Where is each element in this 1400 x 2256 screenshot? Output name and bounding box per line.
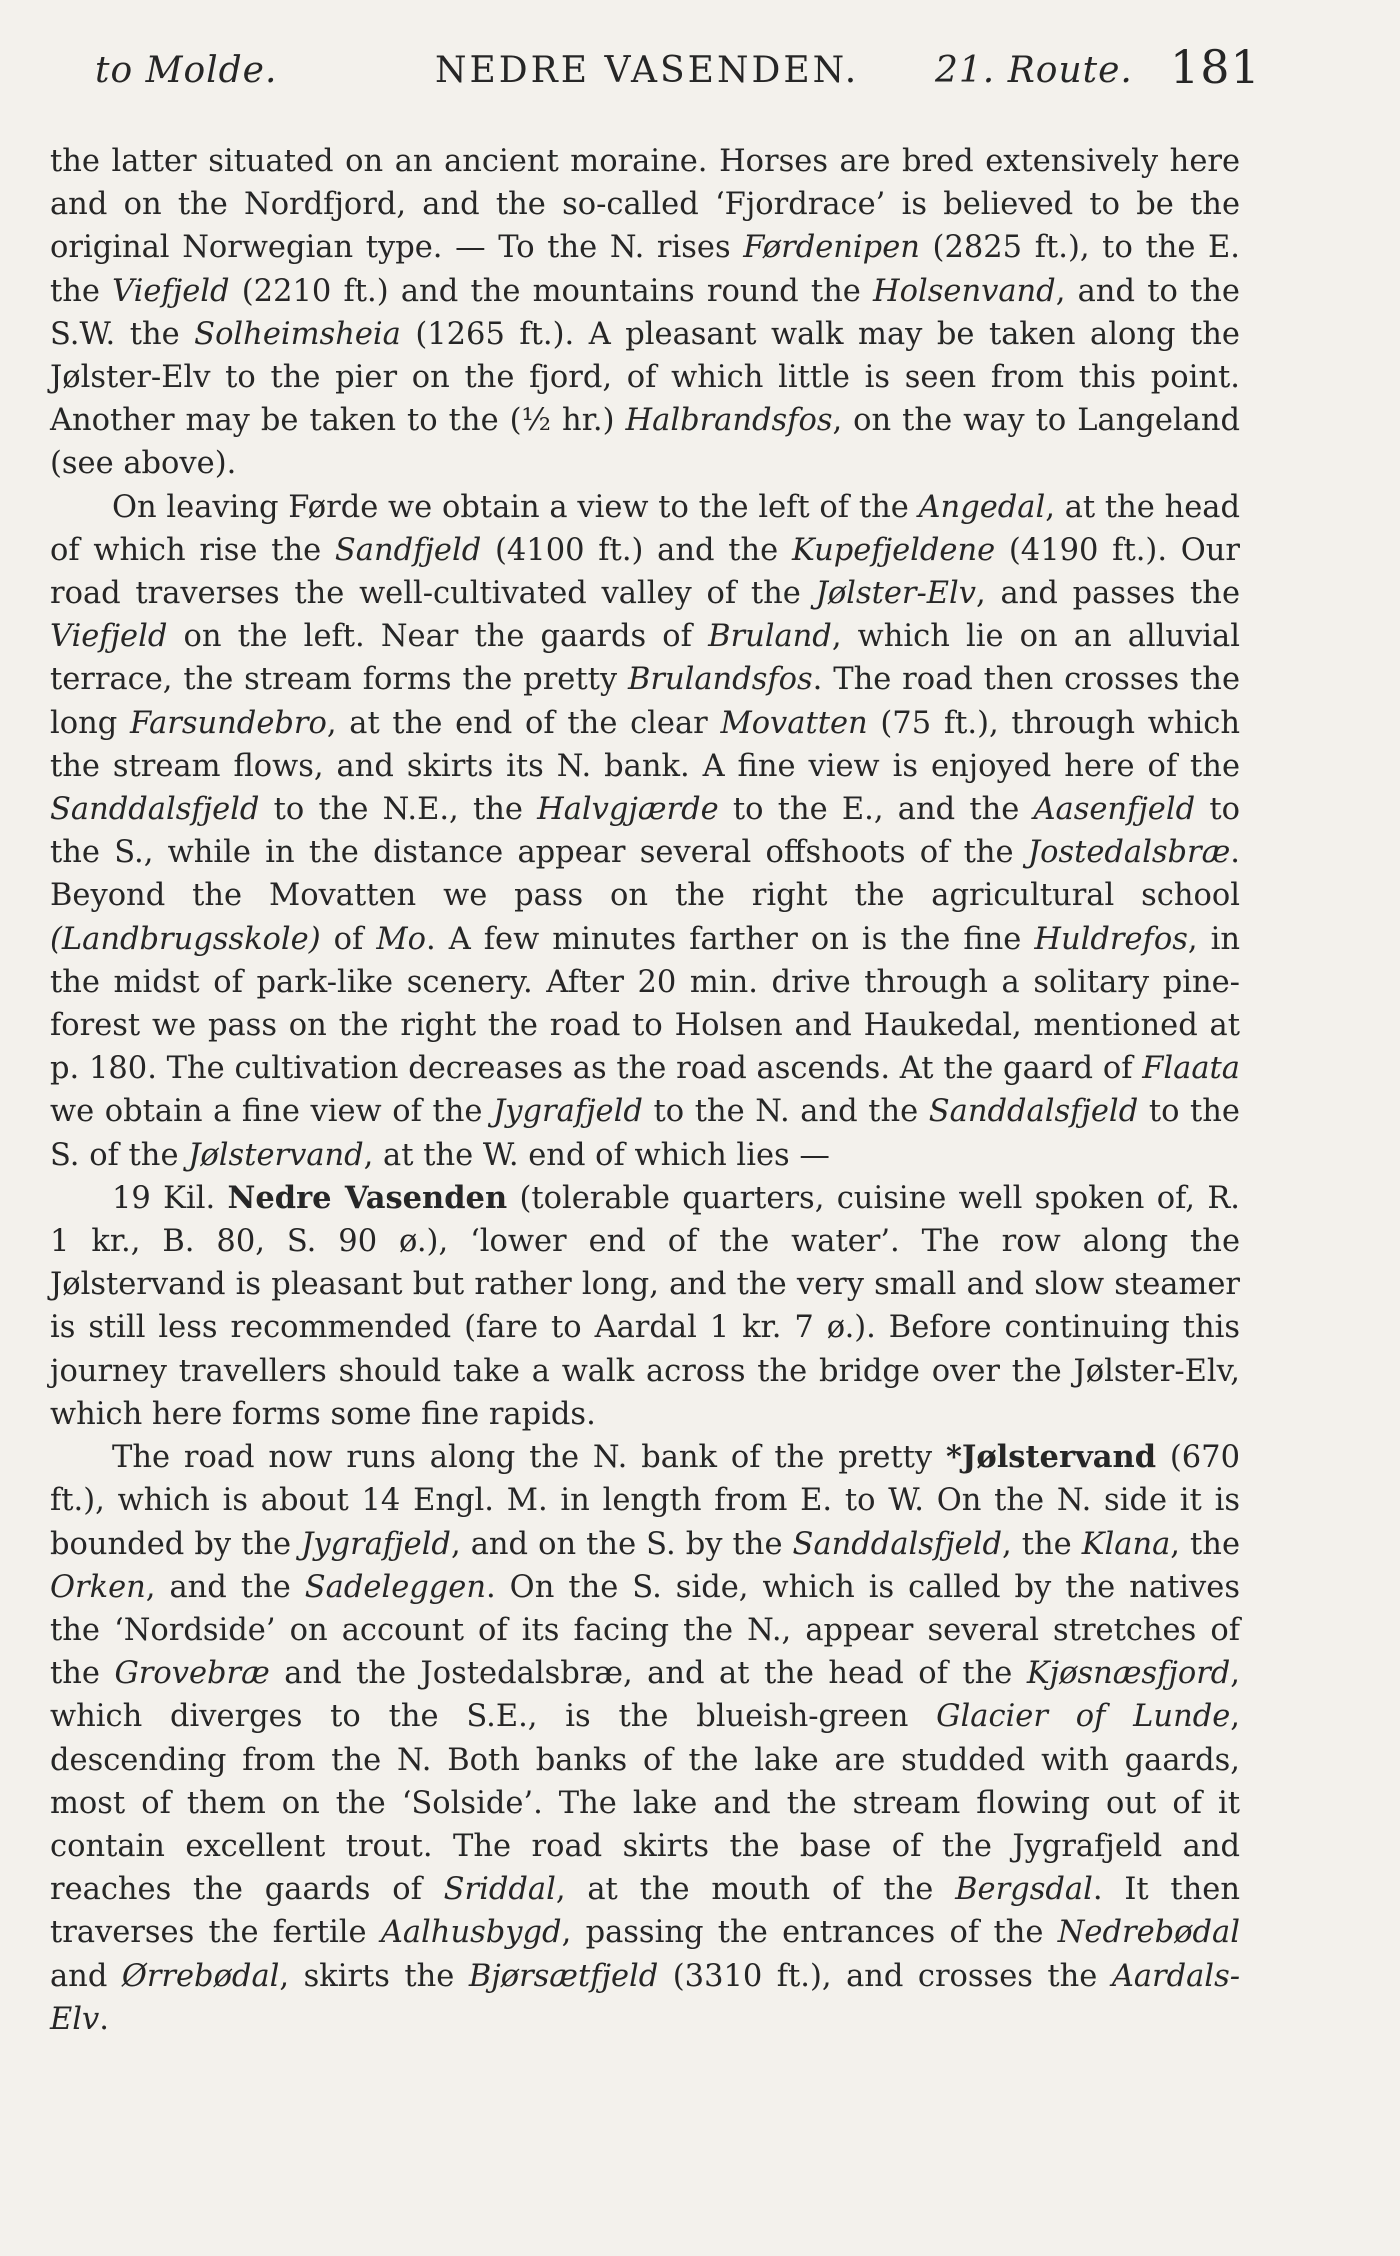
italic-term: Sriddal (443, 1872, 556, 1908)
header-left: to Molde. (95, 50, 278, 91)
italic-term: Aasenfjeld (1033, 792, 1196, 828)
italic-term: Huldrefos (1034, 921, 1188, 957)
text-run: . (99, 2001, 109, 2037)
paragraph (50, 140, 1240, 486)
text-run: (4100 ft.) and the (481, 532, 792, 568)
text-run: (4190 ft.). Our road traverses the well-cultivated valley of the (50, 532, 1240, 612)
text-run: The road now runs along the N. bank of the pretty (112, 1440, 946, 1476)
text-run: (2210 ft.) and the mountains round the (229, 273, 874, 309)
text-run: and (50, 1958, 122, 1994)
text-run: to the S. of the (50, 1094, 1240, 1173)
italic-term: Sandfjeld (334, 532, 482, 568)
text-run: , and on the S. by the (450, 1526, 793, 1562)
text-run: , the (1170, 1526, 1240, 1562)
text-run: (tolerable quarters, cuisine well spoken of, R. 1 kr., B. 80, S. 90 ø.), ‘lower end of the water’. The row along the Jølstervand is pleasant but rather long, and the very small and slow steamer is still less recommended (fare to Aardal 1 kr. 7 ø.). Before continuing this journey travellers should take a walk across the bridge over the Jølster-Elv, which here forms some fine rapids. (50, 1180, 1240, 1432)
italic-term: Flaata (1142, 1051, 1240, 1087)
italic-term: Movatten (720, 705, 868, 741)
italic-term: Aardals-Elv (50, 1958, 1241, 2037)
bold-term: Nedre Vasenden (227, 1179, 508, 1216)
text-run: , and passes the (976, 576, 1241, 612)
text-run: , which diverges to the S.E., is the blueish-green (50, 1656, 1240, 1735)
text-run: we obtain a fine view of the (50, 1094, 494, 1130)
text-run: . A few minutes farther on is the fine (425, 921, 1035, 957)
italic-term: Aalhusbygd (380, 1915, 562, 1951)
text-run: of (320, 921, 377, 957)
text-run: (3310 ft.), and crosses the (658, 1958, 1112, 1994)
italic-term: Grovebræ (114, 1656, 270, 1692)
italic-term: (Landbrugsskole) (50, 921, 321, 957)
text-run: , which lie on an alluvial terrace, the stream forms the pretty (50, 619, 1240, 698)
text-run: (2825 ft.), to the E. the (50, 230, 1240, 309)
paragraph (50, 486, 1240, 1177)
italic-term: Jostedalsbræ (1027, 835, 1231, 871)
text-run: . The road then crosses the long (50, 662, 1240, 741)
text-run: , on the way to Langeland (see above). (50, 403, 1240, 482)
text-run: , in the midst of park-like scenery. After 20 min. drive through a solitary pine-forest we pass on the right the road to Holsen and Haukedal, mentioned at p. 180. The cultivation decreases as the road ascends. At the gaard of (50, 921, 1240, 1087)
italic-term: Orken (50, 1569, 146, 1605)
text-run: (1265 ft.). A pleasant walk may be taken along the Jølster-Elv to the pier on the fjord, of which little is seen from this point. Another may be taken to the (½ hr.) (50, 316, 1240, 439)
text-run: , and the (145, 1569, 305, 1605)
italic-term: Angedal (918, 489, 1046, 525)
header-title: NEDRE VASENDEN. (435, 50, 860, 91)
text-run: On leaving Førde we obtain a view to the left of the (112, 489, 919, 525)
text-run: and the Jostedalsbræ, and at the head of the (269, 1656, 1027, 1692)
text-run: on the left. Near the gaards of (167, 619, 709, 655)
text-run: . Beyond the Movatten we pass on the right the agricultural school (50, 835, 1240, 914)
text-run: to the N.E., the (259, 792, 538, 828)
italic-term: Jygrafjeld (301, 1526, 451, 1562)
italic-term: Farsundebro (130, 705, 327, 741)
italic-term: Halbrandsfos (625, 403, 833, 439)
text-run: , at the end of the clear (326, 705, 721, 741)
italic-term: Ørrebødal (121, 1958, 280, 1994)
italic-term: Sanddalsfjeld (50, 792, 260, 828)
text-run: to the N. and the (642, 1094, 929, 1130)
text-run: , skirts the (279, 1958, 469, 1994)
italic-term: Nedrebødal (1057, 1915, 1240, 1951)
paragraph (50, 1436, 1240, 2041)
text-run: 19 Kil. (112, 1180, 228, 1216)
page-number: 181 (1170, 40, 1261, 94)
italic-term: Glacier of Lunde (936, 1699, 1231, 1735)
body-text (50, 140, 1240, 2041)
italic-term: Kupefjeldene (791, 532, 996, 568)
running-header (95, 40, 1261, 104)
italic-term: Kjøsnæsfjord (1026, 1656, 1231, 1692)
italic-term: Viefjeld (112, 273, 230, 309)
italic-term: Klana (1081, 1526, 1171, 1562)
text-run: to the S., while in the distance appear several offshoots of the (50, 792, 1240, 871)
text-run: to the E., and the (718, 792, 1034, 828)
text-run: . On the S. side, which is called by the natives the ‘Nordside’ on account of its facing the N., appear several stretches of the (50, 1569, 1240, 1692)
italic-term: Jølster-Elv (815, 576, 977, 612)
text-run: , at the W. end of which lies — (363, 1137, 830, 1173)
italic-term: Sanddalsfjeld (928, 1094, 1139, 1130)
text-run: (670 ft.), which is about 14 Engl. M. in length from E. to W. On the N. side it is bounded by the (50, 1440, 1240, 1562)
header-route: 21. Route. (935, 50, 1133, 91)
text-run: , passing the entrances of the (561, 1915, 1058, 1951)
text-run: (75 ft.), through which the stream flows, and skirts its N. bank. A fine view is enjoyed here of the (50, 705, 1240, 784)
text-run: . It then traverses the fertile (50, 1872, 1241, 1951)
italic-term: Jygrafjeld (493, 1094, 643, 1130)
text-run: , at the mouth of the (555, 1872, 956, 1908)
italic-term: Holsenvand (873, 273, 1056, 309)
text-run: the latter situated on an ancient moraine. Horses are bred extensively here and on the Nordfjord, and the so-called ‘Fjordrace’ is believed to be the original Norwegian type. — To the N. rises (50, 144, 1240, 266)
italic-term: Førdenipen (743, 230, 920, 266)
italic-term: Sadeleggen (304, 1569, 486, 1605)
italic-term: Bergsdal (955, 1872, 1093, 1908)
italic-term: Bruland (708, 619, 832, 655)
italic-term: Bjørsætfjeld (468, 1958, 659, 1994)
text-run: , and to the S.W. the (50, 273, 1240, 352)
italic-term: Viefjeld (50, 619, 168, 655)
text-run: , at the head of which rise the (50, 489, 1240, 568)
italic-term: Brulandsfos (627, 662, 813, 698)
text-run: , descending from the N. Both banks of the lake are studded with gaards, most of them on the ‘Solside’. The lake and the stream flowing out of it contain excellent trout. The road skirts the base of the Jygrafjeld and reaches the gaards of (50, 1699, 1240, 1908)
paragraph (50, 1177, 1240, 1436)
italic-term: Solheimsheia (194, 316, 401, 352)
bold-term: *Jølstervand (945, 1439, 1157, 1476)
italic-term: Halvgjærde (537, 792, 719, 828)
text-run: , the (1001, 1526, 1082, 1562)
italic-term: Sanddalsfjeld (792, 1526, 1002, 1562)
italic-term: Mo (376, 921, 426, 957)
italic-term: Jølstervand (188, 1137, 364, 1173)
